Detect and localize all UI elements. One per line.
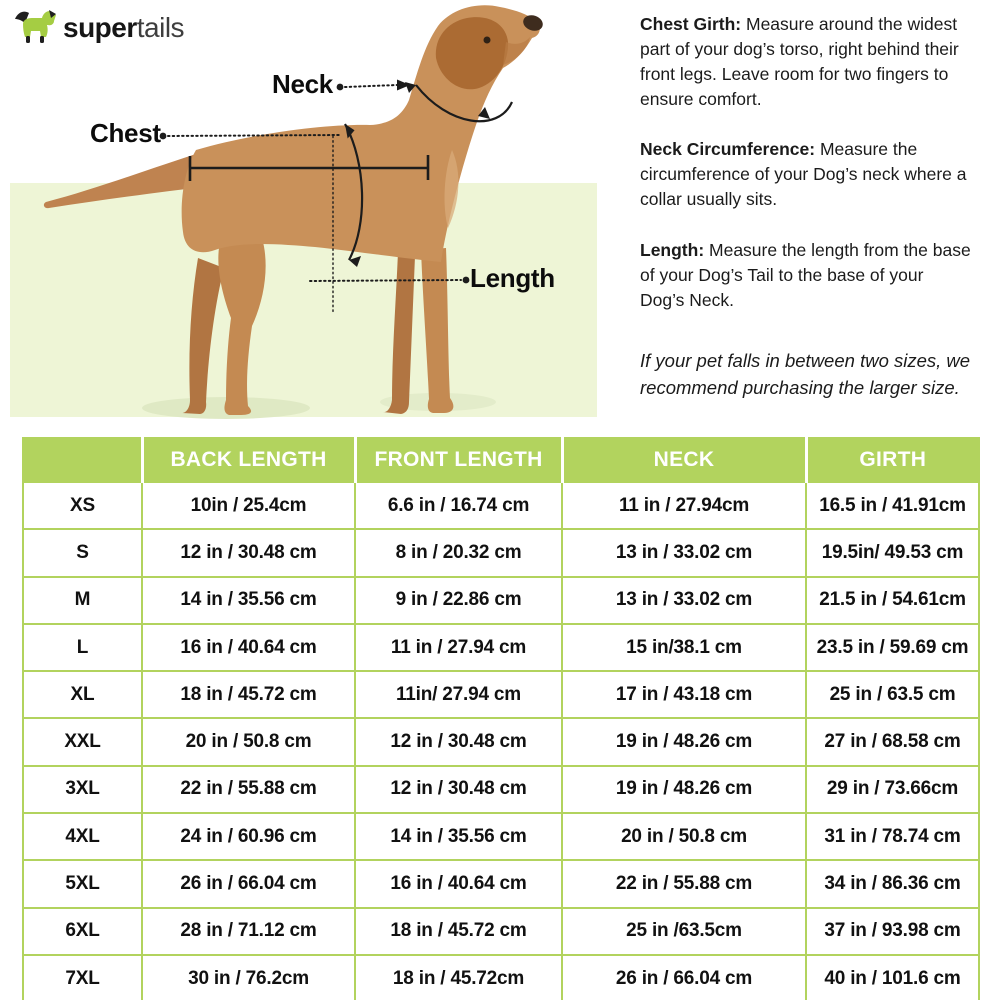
- girth-cell: 21.5 in / 54.61cm: [806, 577, 979, 624]
- back-length-cell: 12 in / 30.48 cm: [142, 529, 355, 576]
- length-text: Measure the length from the base of your Dog’s Tail to the base of your Dog’s Neck.: [640, 239, 971, 310]
- table-header-row: [23, 438, 979, 482]
- dog-measurement-diagram: [0, 0, 622, 432]
- girth-cell: 40 in / 101.6 cm: [806, 955, 979, 1000]
- brand-name-light: tails: [136, 12, 185, 43]
- header-size: [23, 438, 142, 482]
- girth-cell: 16.5 in / 41.91cm: [806, 482, 979, 529]
- size-cell: L: [23, 624, 142, 671]
- header-back-length: BACK LENGTH: [142, 438, 355, 482]
- back-length-cell: 26 in / 66.04 cm: [142, 860, 355, 907]
- table-row: [23, 482, 979, 529]
- front-length-cell: 12 in / 30.48 cm: [355, 718, 562, 765]
- back-length-cell: 20 in / 50.8 cm: [142, 718, 355, 765]
- size-cell: XL: [23, 671, 142, 718]
- measurement-instructions: [640, 12, 972, 428]
- front-length-cell: 11 in / 27.94 cm: [355, 624, 562, 671]
- header-girth: GIRTH: [806, 438, 979, 482]
- brand-name-bold: super: [63, 12, 137, 43]
- length-lead: Length:: [640, 239, 705, 260]
- sizing-note: If your pet falls in between two sizes, we recommend purchasing the larger size.: [640, 350, 971, 399]
- length-paragraph: [640, 238, 972, 313]
- front-length-cell: 16 in / 40.64 cm: [355, 860, 562, 907]
- front-length-cell: 11in/ 27.94 cm: [355, 671, 562, 718]
- table-row: [23, 577, 979, 624]
- front-length-cell: 8 in / 20.32 cm: [355, 529, 562, 576]
- chest-label: Chest: [90, 118, 161, 148]
- chest-girth-paragraph: [640, 12, 972, 111]
- front-length-cell: 14 in / 35.56 cm: [355, 813, 562, 860]
- table-row: [23, 860, 979, 907]
- header-front-length: FRONT LENGTH: [355, 438, 562, 482]
- neck-label: Neck: [272, 69, 333, 99]
- chest-girth-text: Measure around the widest part of your dog’s torso, right behind their front legs. Leave room for two fingers to ensure comfort.: [640, 14, 959, 109]
- back-length-cell: 18 in / 45.72 cm: [142, 671, 355, 718]
- size-cell: 6XL: [23, 908, 142, 955]
- neck-circumference-lead: Neck Circumference:: [640, 139, 816, 160]
- neck-cell: 19 in / 48.26 cm: [562, 766, 806, 813]
- table-row: [23, 955, 979, 1000]
- table-row: [23, 813, 979, 860]
- chest-girth-lead: Chest Girth:: [640, 14, 742, 34]
- girth-cell: 23.5 in / 59.69 cm: [806, 624, 979, 671]
- size-cell: 5XL: [23, 860, 142, 907]
- back-length-cell: 30 in / 76.2cm: [142, 955, 355, 1000]
- neck-cell: 22 in / 55.88 cm: [562, 860, 806, 907]
- girth-cell: 27 in / 68.58 cm: [806, 718, 979, 765]
- length-label: Length: [470, 263, 555, 293]
- table-row: [23, 908, 979, 955]
- front-length-cell: 12 in / 30.48 cm: [355, 766, 562, 813]
- back-length-cell: 10in / 25.4cm: [142, 482, 355, 529]
- table-row: [23, 529, 979, 576]
- size-cell: XS: [23, 482, 142, 529]
- size-cell: M: [23, 577, 142, 624]
- neck-cell: 17 in / 43.18 cm: [562, 671, 806, 718]
- table-row: [23, 718, 979, 765]
- girth-cell: 29 in / 73.66cm: [806, 766, 979, 813]
- back-length-cell: 22 in / 55.88 cm: [142, 766, 355, 813]
- dog-illustration: [0, 0, 622, 432]
- back-length-cell: 24 in / 60.96 cm: [142, 813, 355, 860]
- neck-cell: 19 in / 48.26 cm: [562, 718, 806, 765]
- neck-circumference-text: Measure the circumference of your Dog’s neck where a collar usually sits.: [640, 139, 967, 210]
- neck-cell: 13 in / 33.02 cm: [562, 577, 806, 624]
- size-chart-table: [22, 437, 980, 1000]
- table-row: [23, 766, 979, 813]
- back-length-cell: 16 in / 40.64 cm: [142, 624, 355, 671]
- neck-cell: 20 in / 50.8 cm: [562, 813, 806, 860]
- back-length-cell: 14 in / 35.56 cm: [142, 577, 355, 624]
- front-length-cell: 18 in / 45.72 cm: [355, 908, 562, 955]
- header-neck: NECK: [562, 438, 806, 482]
- girth-cell: 25 in / 63.5 cm: [806, 671, 979, 718]
- size-cell: 4XL: [23, 813, 142, 860]
- girth-cell: 37 in / 93.98 cm: [806, 908, 979, 955]
- neck-circumference-paragraph: [640, 137, 972, 212]
- girth-cell: 34 in / 86.36 cm: [806, 860, 979, 907]
- size-cell: XXL: [23, 718, 142, 765]
- neck-cell: 26 in / 66.04 cm: [562, 955, 806, 1000]
- size-cell: 3XL: [23, 766, 142, 813]
- table-row: [23, 624, 979, 671]
- girth-cell: 31 in / 78.74 cm: [806, 813, 979, 860]
- neck-cell: 13 in / 33.02 cm: [562, 529, 806, 576]
- neck-cell: 11 in / 27.94cm: [562, 482, 806, 529]
- front-length-cell: 6.6 in / 16.74 cm: [355, 482, 562, 529]
- front-length-cell: 9 in / 22.86 cm: [355, 577, 562, 624]
- size-cell: 7XL: [23, 955, 142, 1000]
- girth-cell: 19.5in/ 49.53 cm: [806, 529, 979, 576]
- size-cell: S: [23, 529, 142, 576]
- front-length-cell: 18 in / 45.72cm: [355, 955, 562, 1000]
- table-row: [23, 671, 979, 718]
- neck-cell: 25 in /63.5cm: [562, 908, 806, 955]
- back-length-cell: 28 in / 71.12 cm: [142, 908, 355, 955]
- neck-cell: 15 in/38.1 cm: [562, 624, 806, 671]
